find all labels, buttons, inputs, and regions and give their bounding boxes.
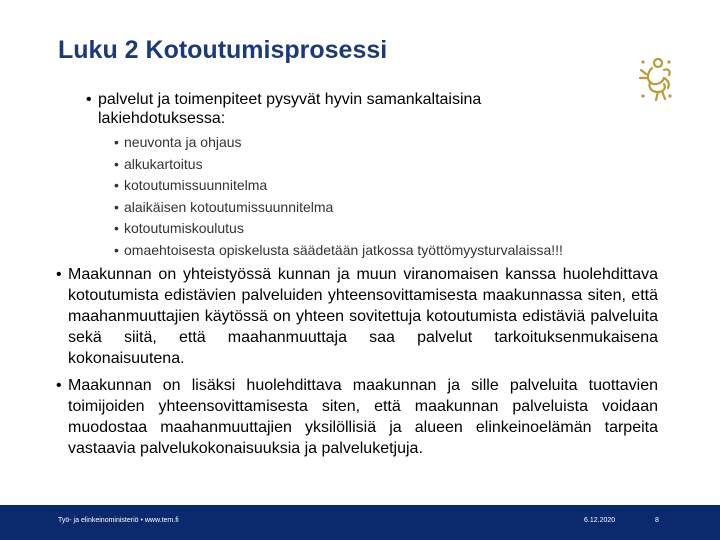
list-item-text: alaikäisen kotoutumissuunnitelma [124,198,334,215]
sub-bullet-text: palvelut ja toimenpiteet pysyvät hyvin samankaltaisina lakiehdotuksessa: [98,91,482,127]
list-item [114,240,566,262]
service-list [114,132,566,261]
sub-bullet [86,90,566,128]
list-item [114,132,566,154]
bullet-dot: • [114,198,119,215]
bullet-dot: • [114,155,119,172]
main-bullet-section [56,264,658,465]
bullet-dot: • [114,220,119,236]
sub-bullet-section [86,90,566,261]
list-item-text: omaehtoisesta opiskelusta säädetään jatkossa työttömyysturvalaissa!!! [124,241,563,258]
footer-bar [0,505,720,540]
bullet-dot: • [86,91,92,108]
footer-organization: Työ- ja elinkeinoministeriö • www.tem.fi [58,517,179,524]
main-bullet [56,375,658,459]
list-item [114,218,566,240]
bullet-dot: • [114,134,119,150]
main-bullet [56,264,658,369]
list-item-text: kotoutumiskoulutus [124,220,244,236]
bullet-dot: • [114,241,119,258]
bullet-dot: • [56,266,62,283]
page-number: 8 [655,517,659,524]
list-item-text: kotoutumissuunnitelma [124,177,268,193]
footer-date: 6.12.2020 [584,517,616,524]
list-item [114,175,566,197]
main-bullet-text: Maakunnan on lisäksi huolehdittava maakunnan ja sille palveluita tuottavien toimijoiden yhteensovittamisesta siten, että maakunnan palveluista voidaan muodostaa maahanmuuttajien yksilöllisiä ja alueen elinkeinoelämän tarpeita vastaavia palvelukokonaisuuksia ja palveluketjuja. [68,377,658,457]
list-item [114,154,566,176]
slide-title: Luku 2 Kotoutumisprosessi [58,36,388,64]
list-item [114,197,566,219]
list-item-text: alkukartoitus [124,155,203,172]
bullet-dot: • [114,177,119,193]
main-bullet-text: Maakunnan on yhteistyössä kunnan ja muun viranomaisen kanssa huolehdittava kotoutumista edistävien palveluiden yhteensovittamisesta maakunnassa siten, että maahanmuuttajien käytössä on yhteen sovitettuja kotoutumista edistäviä palveluita sekä siitä, että maahanmuuttaja saa palvelut tarkoituksenmukaisena kokonaisuutena. [68,266,658,367]
list-item-text: neuvonta ja ohjaus [124,134,242,150]
coat-of-arms-lion-icon [638,56,674,104]
bullet-dot: • [56,377,62,394]
